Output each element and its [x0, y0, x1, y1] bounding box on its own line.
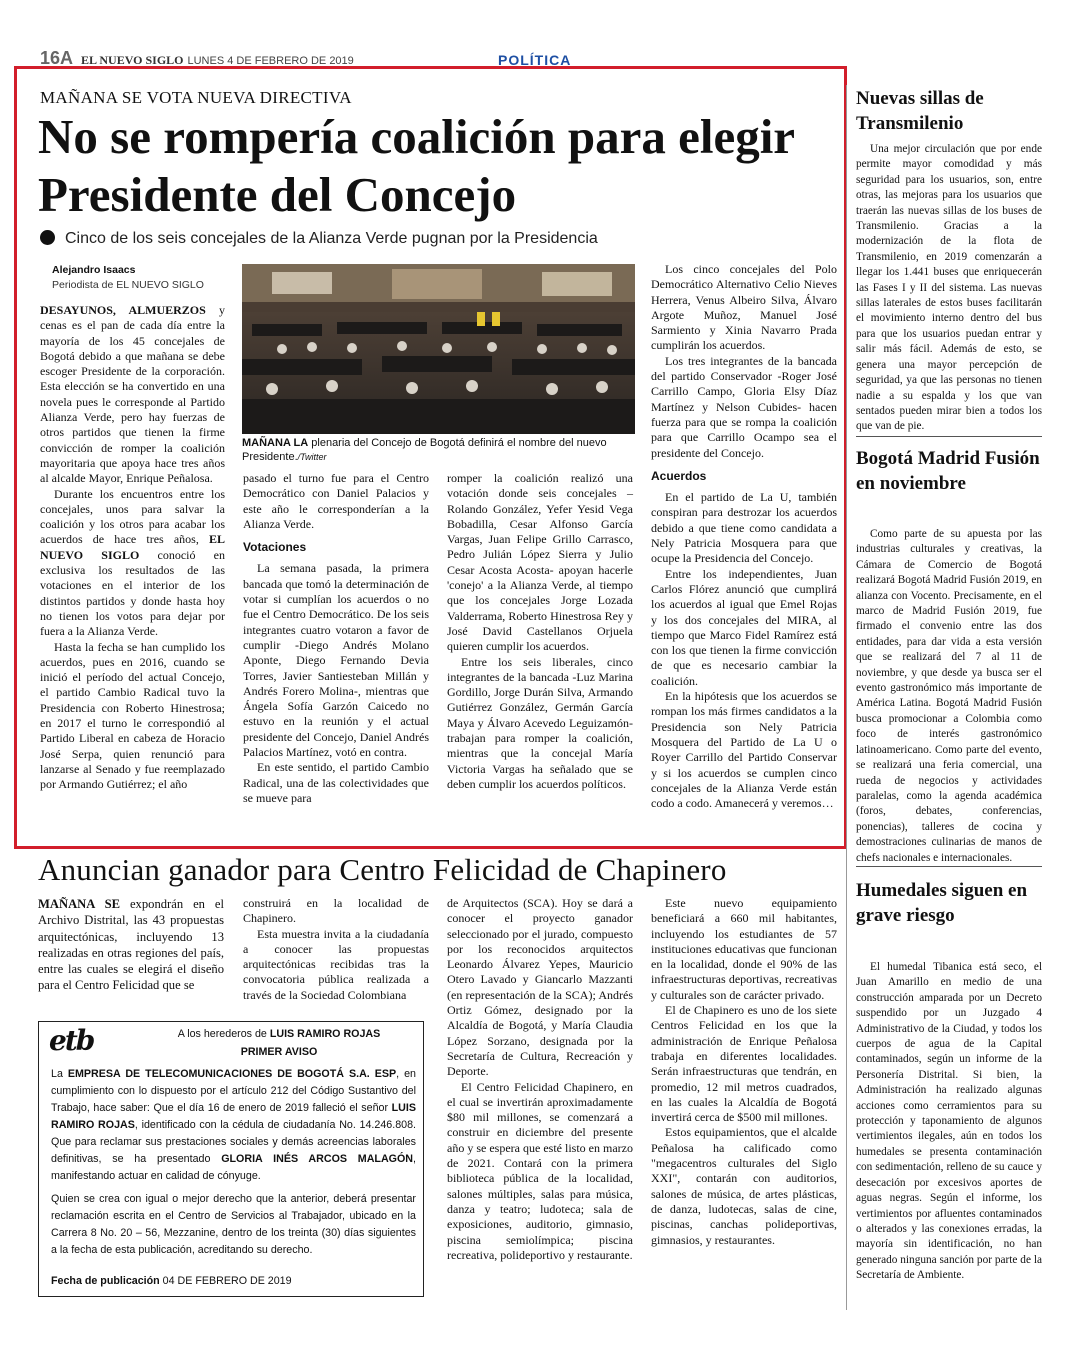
sidebar-body: [856, 527, 1042, 866]
paragraph: El Centro Felicidad Chapinero, en el cual se invertirán aproximadamente $80 mil millones, se comenzará a construir en diciembre del presente año y se espera que esté listo en marzo de 2021. Contará con la primera biblioteca pública de la localidad, salones múltiples, salas para música, danza y teatro; ludoteca; sala de exposiciones, auditorio, gimnasio, piscina semiolímpica; piscina recreativa, polideportivo y restaurante.: [447, 1079, 633, 1262]
paragraph: construirá en la localidad de Chapinero.: [243, 896, 429, 926]
ad-header-prefix: A los herederos de: [177, 1028, 267, 1040]
paragraph: Entre los independientes, Juan Carlos Flórez anunció que cumplirá los acuerdos al igual que Emel Rojas y los dos concejales del MIRA, al tiempo que Marco Fidel Ramírez está con los que tienen la firme convicción de que es necesario cambiar la coalición.: [651, 566, 837, 688]
legal-notice-ad: [38, 1021, 424, 1297]
second-column-4: [651, 896, 837, 1248]
article-column-2: [243, 471, 429, 806]
ad-text: , identificado con la cédula de ciudadanía No. 14.246.808. Que para reclamar sus prestaciones sociales y demás acreencias laborales definitivas, se ha presentado: [51, 1119, 416, 1165]
photo-credit: /Twitter: [297, 452, 327, 462]
paragraph: expondrán en el Archivo Distrital, las 43 propuestas arquitectónicas, incluyendo 13 realizadas en otras regiones del país, entre las cuales se elegirá el diseño para el Centro Felicidad que se: [38, 897, 224, 993]
paragraph: En el partido de La U, también conspiran para destrozar los acuerdos debido a que tiene como candidata a Nely Patricia Mosquera para que ocupe la Presidencia del Concejo.: [651, 490, 837, 566]
paragraph: Durante los encuentros entre los concejales, unos para salvar la coalición y los otros para acabar los acuerdos de hace tres años,: [40, 486, 225, 547]
caption-lead: MAÑANA LA: [242, 437, 309, 449]
subhead-text: Cinco de los seis concejales de la Alianza Verde pugnan por la Presidencia: [65, 230, 598, 247]
paragraph: Los tres integrantes de la bancada del partido Conservador -Roger José Carrillo Campo, Gloria Elsy Díaz Martínez y Nelson Cubides- hacen fuerza para que se rompa la coalición para que Carrillo Ocampo sea el presidente del Concejo.: [651, 353, 837, 460]
article-column-3: [447, 471, 633, 792]
page-number: 16A: [40, 48, 74, 68]
article-photo: [242, 264, 635, 434]
paragraph: Como parte de su apuesta por las industrias culturales y creativas, la Cámara de Comercio de Bogotá realizará Bogotá Madrid Fusión 2019, en alianza con Vocento. Precisamente, en el marco de Madrid Fusión 2019, fue firmado el convenio entre las dos entidades, para dar vida a esta versión que se realizará del 7 al 11 de noviembre, y que desde ya busca ser el evento gastronómico más importante de América Latina. Bogotá Madrid Fusión busca promocionar a Colombia como foco de interés gastronómico latinoamericano. Como parte del evento, se realizará una feria comercial, una rueda de negocios y actividades paralelas, como la agenda académica (foros, debates, conferencias, ponencias), talleres de cocina y demostraciones culinarias de manos de chefs nacionales e internacionales.: [856, 528, 1042, 864]
sidebar-title: Nuevas sillas de Transmilenio: [856, 88, 984, 134]
bullet-icon: [40, 230, 55, 245]
second-column-3: [447, 896, 633, 1263]
lead-in: MAÑANA SE: [38, 897, 121, 911]
ad-text: La: [51, 1068, 63, 1080]
ad-notice-title: PRIMER AVISO: [240, 1046, 318, 1058]
caption-text: plenaria del Concejo de Bogotá definirá el nombre del nuevo Presidente.: [242, 437, 607, 463]
ad-deceased: LUIS RAMIRO ROJAS: [51, 1102, 416, 1131]
subheading-votaciones: Votaciones: [243, 540, 307, 555]
ad-company: EMPRESA DE TELECOMUNICACIONES DE BOGOTÁ S.A. ESP: [67, 1068, 397, 1080]
paragraph: En la hipótesis que los acuerdos se rompan los más firmes candidatos a la Presidencia son Nely Patricia Mosquera del Partido de La U o Royer Carrillo del Partido Conservar y si los acuerdos se cumplen cinco concejales de la Alianza Verde están codo a codo. Amanecerá y veremos…: [651, 689, 837, 811]
ad-pub-label: Fecha de publicación: [51, 1275, 160, 1287]
ad-text: , en cumplimiento con lo dispuesto por el artículo 212 del Código Sustantivo del Trabajo, hace saber: Que el día 16 de enero de 2019 falleció el señor: [51, 1068, 416, 1114]
paragraph: de Arquitectos (SCA). Hoy se dará a conocer el proyecto ganador seleccionado por el jurado, compuesto por los reconocidos arquitectos Leonardo Álvarez Yepes, Mauricio Otero Lavado y Giancarlo Mazzanti (en representación de la SCA); Andrés Ortiz Gómez, designado por la Alcaldía de Bogotá, y María Claudia López Sorzano, designada por la Secretaría de Cultura, Recreación y Deporte.: [447, 896, 633, 1079]
paragraph: pasado el turno fue para el Centro Democrático con Daniel Palacios y este año le corresponderían a la Alianza Verde.: [243, 471, 429, 531]
paragraph: Esta muestra invita a la ciudadanía a conocer las propuestas arquitectónicas recibidas tras la convocatoria pública realizada a través de la Sociedad Colombiana: [243, 926, 429, 1002]
etb-logo: etb: [49, 1024, 94, 1057]
paragraph: El humedal Tibanica está seco, el Juan Amarillo en medio de una construcción amparada por un Decreto suspendido por un Juzgado 4 Administrativo de la Ciudad, y todos los cuerpos de agua de la Capital contaminados, según un informe de la Personería Distrital. Si bien, la Administración ha realizado algunas acciones como cerramientos para su protección y taponamiento de algunos vertimientos ilegales, aún en todos los humedales se presenta contaminación con sedimentación, relleno de su cauce y desecación por excesivos aportes de aguas negras. Según el informe, los vertimientos por afluentes contaminados o alterados y las conexiones erradas, la mayoría sin identificación, no han generado ninguna sanción por parte de la Secretaría de Ambiente.: [856, 961, 1042, 1282]
second-column-1: [38, 896, 224, 994]
lead-in: DESAYUNOS, ALMUERZOS: [40, 303, 206, 317]
article-column-1: [40, 303, 225, 793]
sidebar-divider: [856, 866, 1042, 867]
issue-date: LUNES 4 DE FEBRERO DE 2019: [187, 55, 354, 67]
ad-header-name: LUIS RAMIRO ROJAS: [269, 1028, 381, 1040]
article-subhead: [40, 230, 598, 248]
author-role: Periodista de EL NUEVO SIGLO: [52, 279, 204, 291]
paragraph: Los cinco concejales del Polo Democrático Alternativo Celio Nieves Herrera, Venus Albeiro Silva, Álvaro Argote Muñoz, Manuel José Sarmiento y Xinia Navarro Prada cumplirán los acuerdos.: [651, 262, 837, 353]
council-chamber-image: [242, 264, 635, 434]
paragraph: y cenas es el pan de cada día entre la mayoría de los 45 concejales de Bogotá debido a que mañana se debe escoger Presidente de la corporación. Esta elección se ha convertido en una novela pues le corresponde al Partido Alianza Verde, pero hay fuerzas de otros partidos que tienen la firme convicción de romper la coalición mayoritaria que apoya hace tres años al alcalde Mayor, Enrique Peñalosa.: [40, 303, 225, 486]
sidebar-title: Bogotá Madrid Fusión en noviembre: [856, 448, 1040, 494]
photo-caption: [242, 436, 638, 464]
sidebar-title: Humedales siguen en grave riesgo: [856, 880, 1028, 926]
ad-body: [51, 1066, 416, 1265]
column-divider: [846, 85, 847, 1310]
ad-publication-date: [51, 1273, 292, 1290]
masthead: [40, 48, 840, 66]
ad-pub-date: 04 DE FEBRERO DE 2019: [162, 1275, 292, 1287]
ad-text: , manifestando actuar en calidad de cónyuge.: [51, 1153, 416, 1182]
paragraph: El de Chapinero es uno de los siete Centros Felicidad en los que la administración de Enrique Peñalosa trabaja en diferentes localidades. Serán infraestructuras que tendrán, en promedio, 12 mil metros cuadrados, en las cuales la Alcaldía de Bogotá invertirá cerca de $500 mil millones.: [651, 1003, 837, 1125]
second-column-2: [243, 896, 429, 1003]
paragraph: romper la coalición realizó una votación donde seis concejales – Rolando González, Yefer Yesid Vega Bobadilla, Cesar Alfonso García Vargas, Juan Felipe Grillo Carrasco, Pedro Julián López Sierra y Julio Cesar Acosta Acosta- apoyan hacerle 'conejo' a la Alianza Verde, al tiempo que los concejales Jorge Lozada Valderrama, Roberto Hinestrosa Rey y José David Castellanos Orjuela quieren cumplir los acuerdos.: [447, 471, 633, 654]
ad-text: Quien se crea con igual o mejor derecho que la anterior, deberá presentar reclamación escrita en el Centro de Servicios al Trabajador, ubicado en la Carrera 8 No. 20 – 56, Mezzanine, dentro de los treinta (30) días siguientes a la fecha de esta publicación, acreditando su derecho.: [51, 1193, 416, 1256]
paragraph: Entre los seis liberales, cinco integrantes de la bancada -Luz Marina Gordillo, Jorge Durán Silva, Armando Gutiérrez González, Germán García Maya y Álvaro Acevedo Leguizamón- trabajan para romper la coalición, mientras que la concejal María Victoria Vargas ha señalado que se deben cumplir los acuerdos políticos.: [447, 654, 633, 791]
ad-header: [149, 1026, 409, 1043]
paragraph: conoció en exclusiva los resultados de las votaciones en el interior de los distintos partidos y donde hasta hoy no tienen los votos para dejar por fuera a la Alianza Verde.: [40, 547, 225, 639]
paragraph: Este nuevo equipamiento beneficiará a 660 mil habitantes, incluyendo los estudiantes de 57 instituciones educativas que funcionan en la localidad, donde el 90% de las infraestructuras deportivas, recreativas y culturales son de carácter privado.: [651, 896, 837, 1002]
paper-name: EL NUEVO SIGLO: [81, 53, 184, 67]
paragraph: Hasta la fecha se han cumplido los acuerdos, pues en 2016, cuando se inició el período del actual Concejo, el partido Cambio Radical tuvo la Presidencia con Roberto Hinestrosa; en 2017 el turno le correspondió al Partido Liberal en cabeza de Horacio José Serpa, quien renunció para lanzarse al Senado y fue reemplazado por Armando Gutiérrez; el año: [40, 639, 225, 792]
paper-mention: EL NUEVO SIGLO: [40, 532, 225, 562]
subheading-acuerdos: Acuerdos: [651, 468, 707, 483]
paragraph: En este sentido, el partido Cambio Radical, una de las colectividades que se mueve para: [243, 760, 429, 805]
ad-claimant: GLORIA INÉS ARCOS MALAGÓN: [221, 1153, 414, 1165]
article-kicker: MAÑANA SE VOTA NUEVA DIRECTIVA: [40, 88, 352, 107]
second-headline: Anuncian ganador para Centro Felicidad de Chapinero: [38, 852, 727, 887]
article-column-4: [651, 262, 837, 811]
section-label: POLÍTICA: [498, 52, 572, 68]
sidebar-divider: [856, 436, 1042, 437]
paragraph: La semana pasada, la primera bancada que tomó la determinación de votar si cumplían los acuerdos o no fue el Centro Democrático. De los seis integrantes cuatro votaron a favor de cumplir -Diego Andrés Molano Aponte, Diego Fernando Devia Torres, Javier Santiesteban Millán y Andrés Forero Molina-, mientras que Ángela Sofía Garzón Caicedo no estuvo en la reunión y el actual presidente del Concejo, Daniel Andrés Palacios Martínez, votó en contra.: [243, 561, 429, 760]
author-name: Alejandro Isaacs: [52, 264, 136, 276]
paragraph: Estos equipamientos, que el alcalde Peñalosa ha calificado como "megacentros culturales del Siglo XXI", contarán con auditorios, salones de música, de artes plásticas, de danza, ludotecas, salas de cine, piscinas, canchas polideportivas, gimnasios, y restaurantes.: [651, 1125, 837, 1247]
sidebar-body: [856, 142, 1042, 435]
sidebar-body: [856, 960, 1042, 1284]
paragraph: Una mejor circulación que por ende permite mayor comodidad y más seguridad para los usuarios, son, entre otras, las mejoras para los usuarios que traerán las nuevas sillas de los buses de Transmilenio. Gracias a la modernización de la flota de Transmilenio, en 2019 comenzarán a llegar los 1.441 buses que enriquecerán las Fases I y II del sistema. Las nuevas sillas laterales de estos buses facilitarán el movimiento interno dentro del bus para que los usuarios puedan entrar y salir más fácil. Además de esto, se genera una mayor percepción de seguridad, ya que las personas no tienen nadie a su espalda y los que van sentados pueden mirar bien a todos los que van de pie.: [856, 143, 1042, 433]
article-headline: No se rompería coalición para elegir Presidente del Concejo: [38, 109, 795, 222]
